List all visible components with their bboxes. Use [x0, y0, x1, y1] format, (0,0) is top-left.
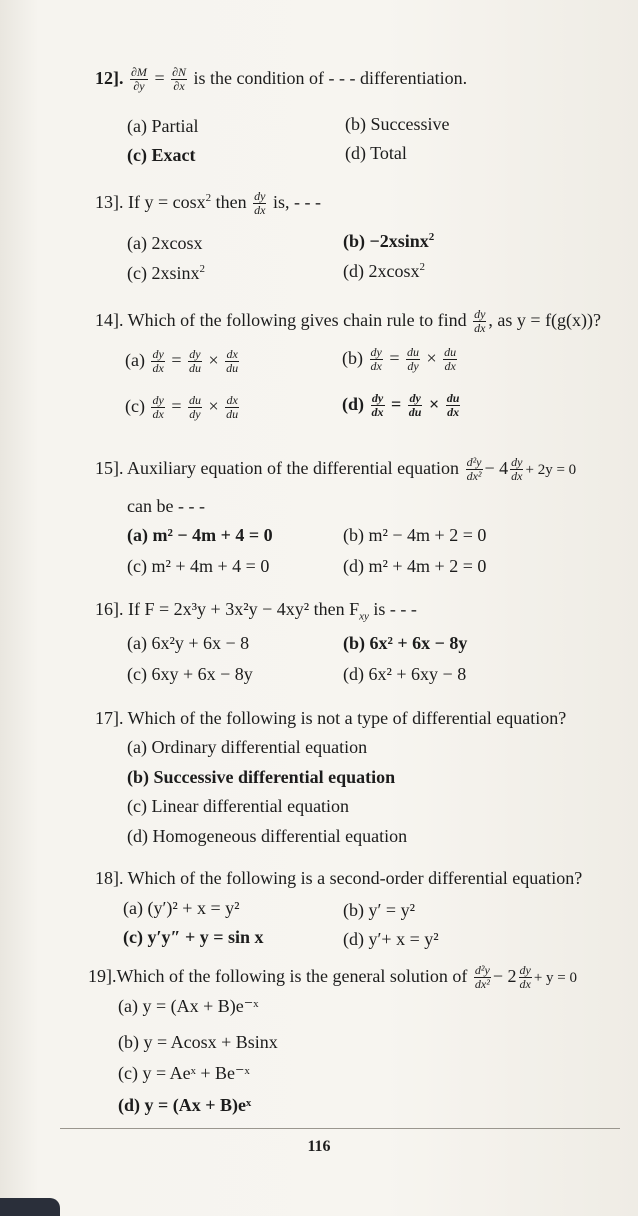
option-d: (d) y′+ x = y²: [343, 929, 439, 949]
equals-sign: =: [391, 394, 402, 414]
denominator: dx: [152, 361, 164, 376]
question-text: , as y = f(g(x))?: [488, 310, 602, 330]
numerator: dy: [511, 455, 523, 470]
numerator: dy: [519, 963, 531, 978]
question-18: 18]. Which of the following is a second-order differential equation?: [95, 868, 583, 888]
fraction: [371, 392, 385, 419]
numerator: dy: [371, 391, 384, 406]
denominator: du: [226, 361, 239, 376]
denominator: dx: [511, 469, 523, 484]
fraction: [446, 392, 461, 419]
question-17: 17]. Which of the following is not a type of differential equation?: [95, 708, 567, 728]
fraction: [519, 964, 532, 991]
denominator: dx: [152, 407, 164, 422]
corner-shadow: [0, 1198, 60, 1216]
denominator: du: [226, 407, 239, 422]
question-number: 12].: [95, 68, 124, 88]
fraction: [474, 964, 491, 991]
numerator: du: [444, 345, 457, 360]
numerator: dy: [189, 347, 201, 362]
option-c-answer: (c) Exact: [127, 145, 196, 165]
option-a-answer: (a) m² − 4m + 4 = 0: [127, 525, 273, 545]
numerator: dy: [409, 391, 421, 406]
option-d: (d) m² + 4m + 2 = 0: [343, 556, 487, 576]
denominator: dx: [444, 359, 456, 374]
numerator: dy: [152, 393, 164, 408]
question-13: [95, 190, 321, 217]
fraction: [188, 394, 202, 421]
operator: − 2: [492, 966, 517, 986]
option-c: (c) Linear differential equation: [127, 796, 350, 816]
option-d-answer: (d) y = (Ax + B)eˣ: [118, 1095, 252, 1115]
fraction: [188, 348, 202, 375]
option-d-answer: [342, 392, 462, 419]
fraction: [510, 456, 523, 483]
numerator: du: [406, 345, 419, 360]
fraction: [473, 308, 486, 335]
numerator: d²y: [466, 455, 482, 470]
option-b: (b) Successive: [345, 114, 450, 134]
option-c: [125, 394, 241, 421]
option-a: (a) y = (Ax + B)e⁻ˣ: [118, 996, 259, 1016]
option-b-answer: (b) Successive differential equation: [127, 767, 396, 787]
denominator: du: [408, 405, 422, 420]
denominator: dx: [474, 321, 486, 336]
numerator: du: [446, 391, 460, 406]
question-text: 15]. Auxiliary equation of the differential equation: [95, 458, 460, 478]
option-text: (d) 2xcosx: [343, 261, 420, 281]
numerator: d²y: [474, 963, 490, 978]
question-text: is - - -: [368, 599, 417, 619]
question-text: 14]. Which of the following gives chain rule to find: [95, 310, 467, 330]
footer-divider: [60, 1128, 620, 1129]
numerator: dx: [226, 393, 238, 408]
option-a: (a) 6x²y + 6x − 8: [127, 633, 250, 653]
denominator: dx: [254, 203, 266, 218]
option-label: (a): [125, 350, 145, 370]
times-sign: ×: [426, 348, 437, 368]
numerator: dy: [254, 189, 266, 204]
equals-sign: =: [171, 396, 182, 416]
fraction: [151, 348, 164, 375]
denominator: ∂y: [133, 79, 145, 94]
exponent: 2: [199, 263, 205, 275]
times-sign: ×: [428, 394, 440, 414]
question-text: 19].Which of the following is the general solution of: [88, 966, 468, 986]
equals-sign: =: [154, 68, 165, 88]
question-12: [95, 66, 467, 93]
fraction: [130, 66, 148, 93]
denominator: dy: [189, 407, 201, 422]
denominator: dx²: [474, 977, 490, 992]
option-b-answer: (b) 6x² + 6x − 8y: [343, 633, 468, 653]
option-text: (c) 2xsinx: [127, 263, 200, 283]
equals-sign: =: [389, 348, 400, 368]
fraction: [225, 348, 239, 375]
equals-sign: =: [171, 350, 182, 370]
option-d: (d) Homogeneous differential equation: [127, 826, 408, 846]
question-text: + 2y = 0: [525, 462, 577, 478]
fraction: [408, 392, 423, 419]
option-c: (c) m² + 4m + 4 = 0: [127, 556, 270, 576]
times-sign: ×: [208, 350, 219, 370]
fraction: [225, 394, 239, 421]
fraction: [253, 190, 266, 217]
question-16: [95, 597, 417, 621]
option-b: (b) m² − 4m + 2 = 0: [343, 525, 487, 545]
denominator: dx: [519, 977, 531, 992]
fraction: [151, 394, 164, 421]
numerator: dy: [474, 307, 486, 322]
option-label: (d): [342, 394, 364, 414]
option-c: [127, 261, 205, 285]
question-15: [95, 456, 576, 483]
denominator: dy: [407, 359, 419, 374]
denominator: dx: [371, 405, 384, 420]
denominator: dx: [370, 359, 382, 374]
option-b: (b) y′ = y²: [343, 900, 415, 920]
option-a: (a) 2xcosx: [127, 233, 203, 253]
option-text: (b) −2xsinx: [343, 231, 429, 251]
option-d: [343, 259, 425, 283]
denominator: du: [188, 361, 201, 376]
question-text: then: [215, 192, 247, 212]
exponent: 2: [419, 261, 425, 273]
fraction: [466, 456, 483, 483]
question-text: 16]. If F = 2x³y + 3x²y − 4xy² then F: [95, 599, 360, 619]
option-d: (d) 6x² + 6xy − 8: [343, 664, 467, 684]
denominator: dx²: [466, 469, 482, 484]
question-text: + y = 0: [533, 970, 578, 986]
question-text: is, - - -: [272, 192, 321, 212]
question-19: [88, 964, 577, 991]
subscript: xy: [359, 610, 369, 623]
option-b-answer: [343, 229, 434, 253]
times-sign: ×: [208, 396, 219, 416]
question-text: is the condition of - - - differentiation.: [193, 68, 468, 88]
option-label: (b): [342, 348, 363, 368]
numerator: dy: [370, 345, 382, 360]
denominator: dx: [447, 405, 460, 420]
option-label: (c): [125, 396, 145, 416]
numerator: dx: [226, 347, 238, 362]
denominator: ∂x: [173, 79, 185, 94]
option-b: (b) y = Acosx + Bsinx: [118, 1032, 278, 1052]
option-a: [125, 348, 241, 375]
numerator: dy: [152, 347, 164, 362]
numerator: ∂N: [172, 65, 187, 80]
option-a: (a) Partial: [127, 116, 199, 136]
fraction: [171, 66, 187, 93]
numerator: ∂M: [131, 65, 147, 80]
exponent: 2: [205, 192, 212, 204]
exponent: 2: [428, 231, 435, 243]
question-text: 13]. If y = cosx: [95, 192, 206, 212]
fraction: [370, 346, 383, 373]
option-a: (a) Ordinary differential equation: [127, 737, 368, 757]
option-b: [342, 346, 459, 373]
numerator: du: [188, 393, 201, 408]
operator: − 4: [484, 458, 509, 478]
page-number: 116: [307, 1138, 331, 1155]
question-15-continued: can be - - -: [127, 496, 205, 516]
fraction: [406, 346, 420, 373]
option-a: (a) (y′)² + x = y²: [123, 898, 240, 918]
option-c: (c) 6xy + 6x − 8y: [127, 664, 253, 684]
option-c-answer: (c) y′y″ + y = sin x: [123, 927, 264, 947]
option-c: (c) y = Aeˣ + Be⁻ˣ: [118, 1063, 250, 1083]
fraction: [443, 346, 457, 373]
question-14: [95, 308, 601, 335]
option-d: (d) Total: [345, 143, 407, 163]
